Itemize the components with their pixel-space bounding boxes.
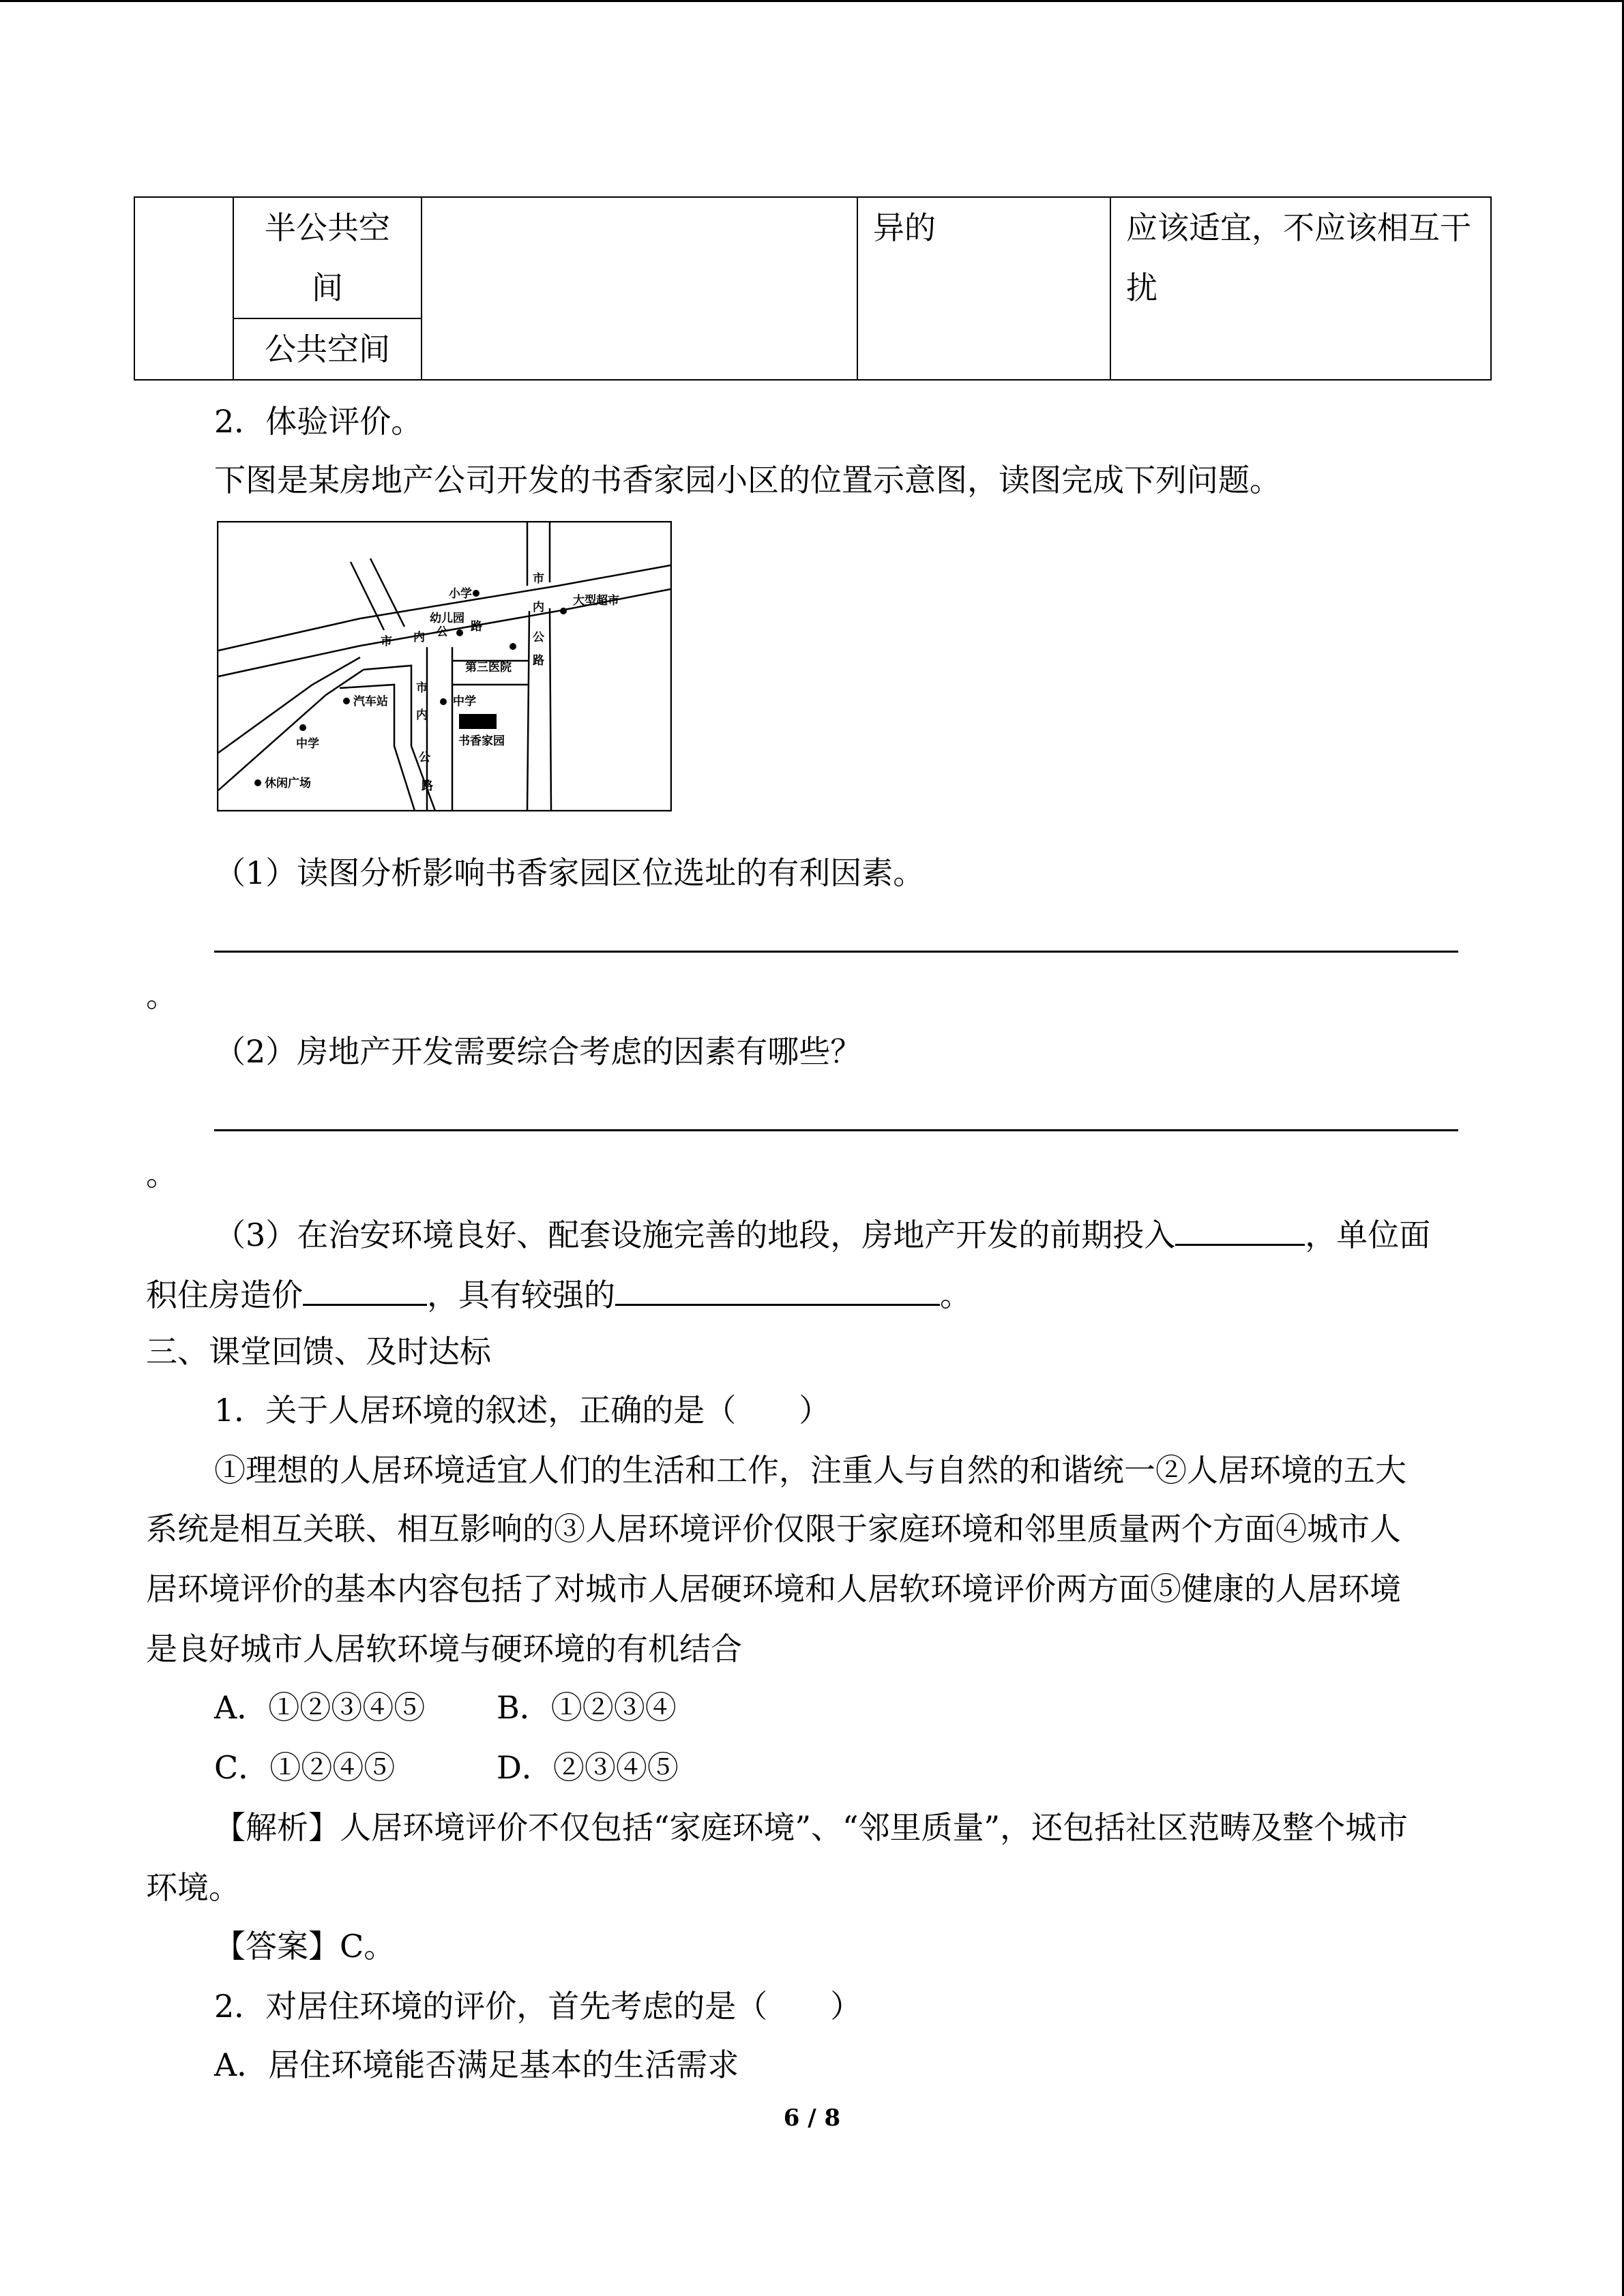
map-road-v1-2: 内	[533, 601, 544, 614]
table-cell-note: 异的	[857, 197, 1110, 380]
mc2-stem: 2．对居住环境的评价，首先考虑的是（ ）	[214, 1988, 862, 2025]
mc1-option-c[interactable]: C．①②④⑤	[214, 1749, 396, 1786]
map-label-plaza: 休闲广场	[265, 777, 311, 790]
map-road-v1-4: 路	[533, 654, 544, 668]
mc2-option-a[interactable]: A．居住环境能否满足基本的生活需求	[214, 2046, 739, 2083]
environment-table	[134, 196, 1492, 381]
page-top-border	[0, 0, 1624, 2]
location-map	[217, 521, 672, 811]
page-number: 6 / 8	[783, 2104, 841, 2132]
map-road-v2-3: 公	[419, 751, 430, 764]
mc1-body-line: ①理想的人居环境适宜人们的生活和工作，注重人与自然的和谐统一②人居环境的五大	[214, 1452, 1406, 1489]
mc1-body-line: 系统是相互关联、相互影响的③人居环境评价仅限于家庭环境和邻里质量两个方面④城市人	[146, 1510, 1401, 1547]
question-2: （2）房地产开发需要综合考虑的因素有哪些？	[214, 1033, 862, 1070]
map-road-v1-3: 公	[533, 631, 544, 644]
map-label-hospital: 第三医院	[465, 661, 512, 674]
answer-line-2[interactable]	[214, 1129, 1458, 1131]
map-road-v2-2: 内	[416, 709, 428, 722]
map-label-kindergarten: 幼儿园	[430, 612, 464, 625]
blank-advantage[interactable]	[615, 1272, 940, 1306]
map-road-h-2: 内	[413, 631, 425, 644]
table-cell-blank	[422, 197, 857, 380]
map-label-supermarket: 大型超市	[573, 594, 619, 608]
map-road-h-4: 路	[471, 620, 482, 633]
map-label-estate: 书香家园	[458, 734, 505, 748]
mc1-option-d[interactable]: D．②③④⑤	[497, 1749, 679, 1786]
blank-price[interactable]	[303, 1272, 427, 1306]
question-2-end: 。	[146, 1156, 177, 1193]
answer-line-1[interactable]	[214, 951, 1458, 953]
mc1-stem: 1．关于人居环境的叙述，正确的是（ ）	[214, 1392, 831, 1429]
mc1-analysis-cont: 环境。	[146, 1869, 240, 1906]
section2-intro: 下图是某房地产公司开发的书香家园小区的位置示意图，读图完成下列问题。	[214, 462, 1281, 498]
map-label-middle-school-1: 中学	[453, 695, 476, 709]
section3-heading: 三、课堂回馈、及时达标	[146, 1333, 491, 1370]
map-label-bus-station: 汽车站	[353, 695, 388, 709]
question-1-end: 。	[146, 977, 177, 1014]
map-road-h-1: 市	[381, 635, 392, 648]
table-cell-semi-public: 半公共空 间	[233, 197, 422, 318]
mc1-body-line: 居环境评价的基本内容包括了对城市人居硬环境和人居软环境评价两方面⑤健康的人居环境	[146, 1570, 1401, 1607]
map-label-primary-school: 小学	[449, 587, 472, 601]
mc1-option-a[interactable]: A．①②③④⑤	[214, 1689, 426, 1726]
estate-marker	[459, 714, 497, 729]
mc1-option-b[interactable]: B．①②③④	[497, 1689, 677, 1726]
map-road-v1-1: 市	[533, 572, 544, 586]
mc1-analysis: 【解析】人居环境评价不仅包括“家庭环境”、“邻里质量”，还包括社区范畴及整个城市	[214, 1809, 1408, 1846]
question-3-line-2: 积住房造价 ，具有较强的 。	[146, 1272, 971, 1314]
table-cell-empty	[134, 197, 233, 380]
mc1-body-line: 是良好城市人居软环境与硬环境的有机结合	[146, 1630, 742, 1667]
section2-heading: 2．体验评价。	[214, 403, 423, 440]
map-label-middle-school-2: 中学	[296, 737, 319, 751]
map-road-h-3: 公	[437, 625, 448, 639]
blank-investment[interactable]	[1175, 1212, 1305, 1246]
table-cell-public: 公共空间	[233, 318, 422, 380]
table-cell-requirement: 应该适宜，不应该相互干 扰	[1110, 197, 1491, 380]
map-road-v2-1: 市	[416, 681, 428, 695]
question-1: （1）读图分析影响书香家园区位选址的有利因素。	[214, 854, 925, 891]
question-3-line-1: （3）在治安环境良好、配套设施完善的地段，房地产开发的前期投入 ，单位面	[214, 1212, 1430, 1254]
mc1-answer: 【答案】C。	[214, 1928, 396, 1965]
map-road-v2-4: 路	[422, 779, 433, 793]
